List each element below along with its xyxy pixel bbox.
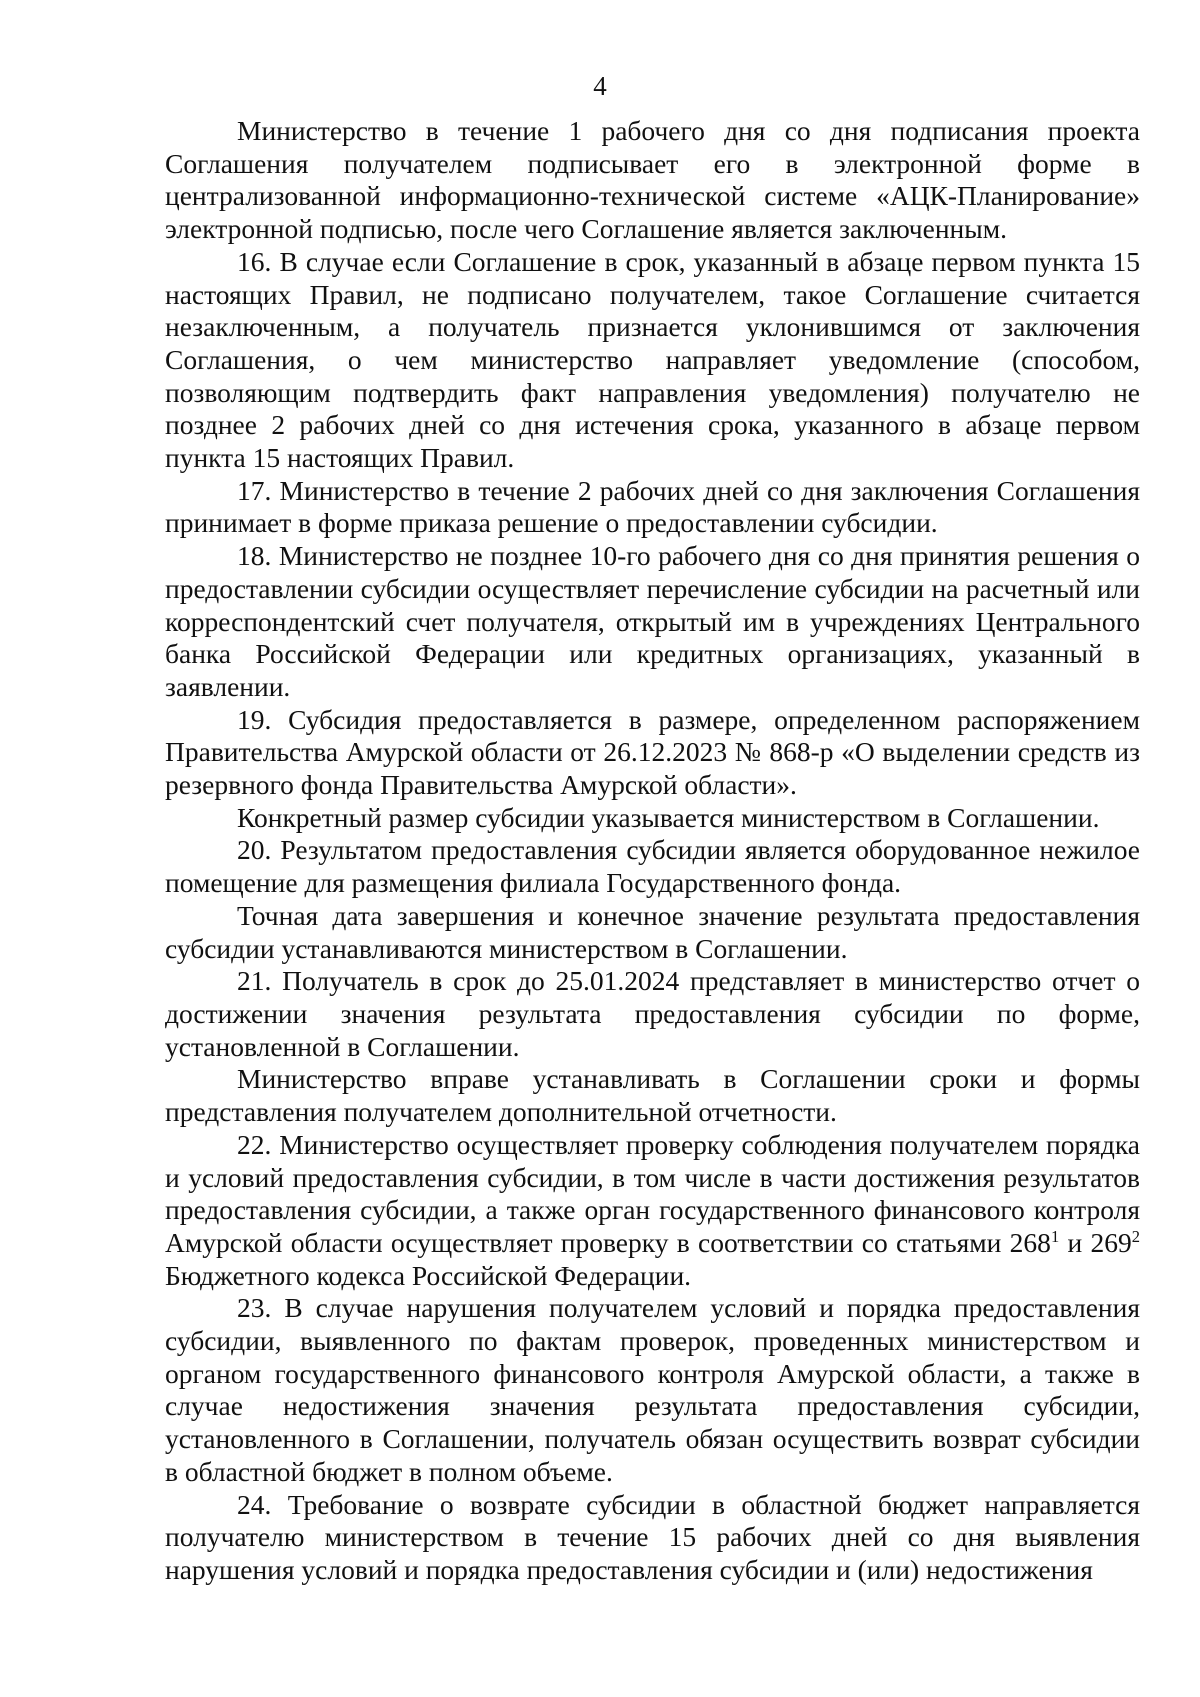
paragraph-20: 20. Результатом предоставления субсидии является оборудованное нежилое помещение для размещения филиала Государственного фонда.: [165, 834, 1140, 899]
paragraph-23: 23. В случае нарушения получателем условий и порядка предоставления субсидии, выявленного по фактам проверок, проведенных министерством и органом государственного финансового контроля Амурской области, а также в случае недостижения значения результата предоставления субсидии, установленного в Соглашении, получатель обязан осуществить возврат субсидии в областной бюджет в полном объеме.: [165, 1292, 1140, 1487]
paragraph-18: 18. Министерство не позднее 10-го рабочего дня со дня принятия решения о предоставлении субсидии осуществляет перечисление субсидии на расчетный или корреспондентский счет получателя, открытый им в учреждениях Центрального банка Российской Федерации или кредитных организациях, указанный в заявлении.: [165, 540, 1140, 702]
article-269-superscript: 2: [1131, 1226, 1141, 1246]
paragraph-22-text-a: 22. Министерство осуществляет проверку соблюдения получателем порядка и условий предоставления субсидии, в том числе в части достижения результатов предоставления субсидии, а также орган государственного финансового контроля Амурской области осуществляет проверку в соответствии со статьями 268: [165, 1128, 1140, 1258]
paragraph-17: 17. Министерство в течение 2 рабочих дней со дня заключения Соглашения принимает в форме приказа решение о предоставлении субсидии.: [165, 474, 1140, 539]
document-body: [165, 115, 1140, 1587]
page-number: 4: [593, 71, 607, 101]
paragraph-result-date: Точная дата завершения и конечное значение результата предоставления субсидии устанавливаются министерством в Соглашении.: [165, 899, 1140, 964]
paragraph-16: 16. В случае если Соглашение в срок, указанный в абзаце первом пункта 15 настоящих Правил, не подписано получателем, такое Соглашение считается незаключенным, а получатель признается уклонившимся от заключения Соглашения, о чем министерство направляет уведомление (способом, позволяющим подтвердить факт направления уведомления) получателю не позднее 2 рабочих дней со дня истечения срока, указанного в абзаце первом пункта 15 настоящих Правил.: [165, 245, 1140, 474]
paragraph-22-text-c: Бюджетного кодекса Российской Федерации.: [165, 1259, 692, 1291]
paragraph-signing: Министерство в течение 1 рабочего дня со дня подписания проекта Соглашения получателем подписывает его в электронной форме в централизованной информационно-технической системе «АЦК-Планирование» электронной подписью, после чего Соглашение является заключенным.: [165, 115, 1140, 245]
paragraph-22-text-b: и 269: [1059, 1226, 1132, 1258]
paragraph-subsidy-size: Конкретный размер субсидии указывается министерством в Соглашении.: [237, 801, 1100, 833]
paragraph-21: 21. Получатель в срок до 25.01.2024 представляет в министерство отчет о достижении значения результата предоставления субсидии по форме, установленной в Соглашении.: [165, 965, 1140, 1062]
paragraph-22: [165, 1129, 1140, 1293]
paragraph-19: 19. Субсидия предоставляется в размере, определенном распоряжением Правительства Амурской области от 26.12.2023 № 868-р «О выделении средств из резервного фонда Правительства Амурской области».: [165, 703, 1140, 801]
paragraph-24: 24. Требование о возврате субсидии в областной бюджет направляется получателю министерством в течение 15 рабочих дней со дня выявления нарушения условий и порядка предоставления субсидии и (или) недостижения: [165, 1488, 1140, 1585]
paragraph-additional-reporting: Министерство вправе устанавливать в Соглашении сроки и формы представления получателем дополнительной отчетности.: [165, 1063, 1140, 1128]
article-268-superscript: 1: [1050, 1226, 1060, 1246]
